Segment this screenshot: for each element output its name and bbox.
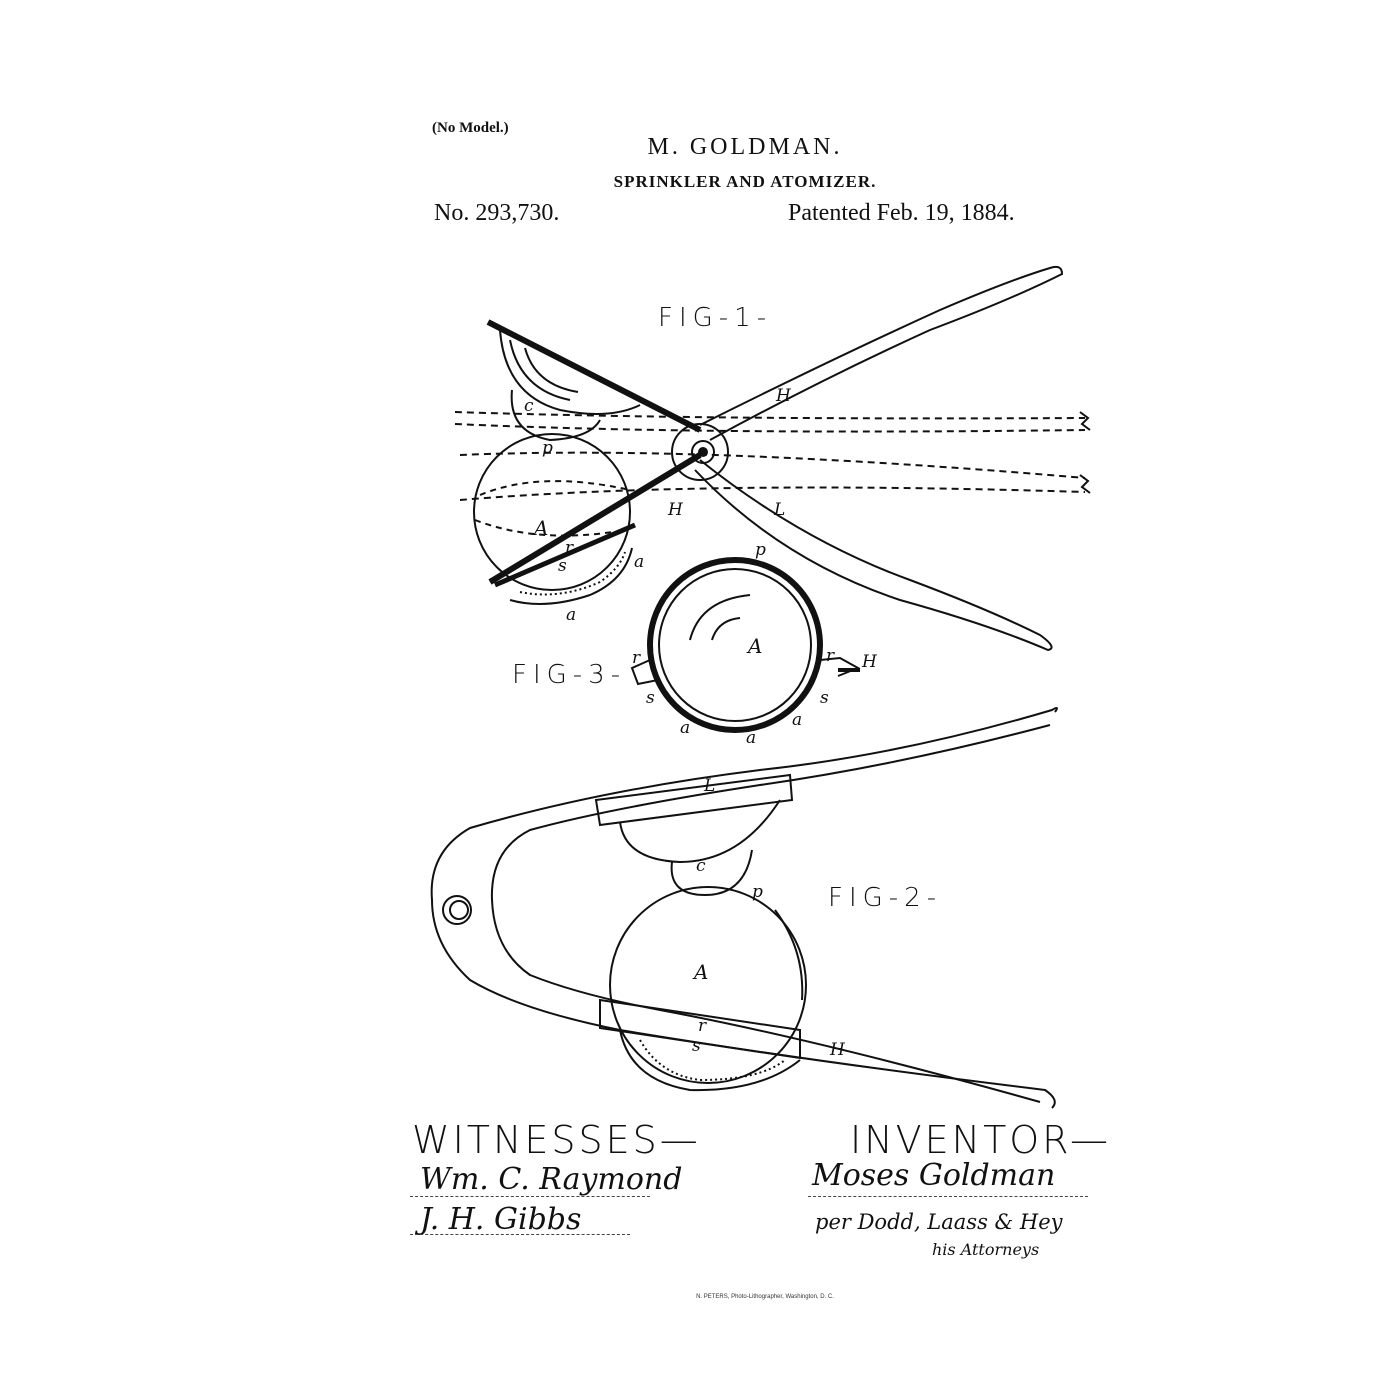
ref-s-fig2: s bbox=[692, 1036, 701, 1056]
ref-A-fig2: A bbox=[694, 960, 709, 984]
fig1-label: FIG-1- bbox=[658, 303, 773, 333]
fig3-label: FIG-3- bbox=[512, 660, 627, 690]
ref-c: c bbox=[524, 396, 534, 416]
ref-r: r bbox=[565, 538, 574, 558]
witness-signature-2: J. H. Gibbs bbox=[420, 1202, 582, 1237]
lithographer-credit: N. PETERS, Photo-Lithographer, Washington, D. C. bbox=[696, 1294, 834, 1300]
witness-signature-1: Wm. C. Raymond bbox=[420, 1162, 683, 1197]
patent-number: No. 293,730. bbox=[434, 200, 560, 226]
witnesses-heading: WITNESSES— bbox=[412, 1118, 701, 1162]
ref-a: a bbox=[634, 552, 645, 572]
ref-r-fig2: r bbox=[698, 1016, 707, 1036]
ref-a-2: a bbox=[566, 605, 577, 625]
patent-title: SPRINKLER AND ATOMIZER. bbox=[613, 172, 877, 191]
no-model-note: (No Model.) bbox=[432, 120, 509, 136]
ref-A: A bbox=[534, 516, 549, 540]
ref-H-fig2: H bbox=[830, 1040, 845, 1060]
attorneys-signature: per Dodd, Laass & Hey bbox=[815, 1210, 1063, 1234]
inventor-signature: Moses Goldman bbox=[812, 1158, 1056, 1193]
ref-c-fig2: c bbox=[696, 856, 706, 876]
fig2-label: FIG-2- bbox=[828, 883, 943, 913]
ref-a-fig3-2: a bbox=[746, 728, 757, 748]
ref-A-fig3: A bbox=[748, 634, 763, 658]
patent-date: Patented Feb. 19, 1884. bbox=[788, 200, 1015, 226]
attorneys-title: his Attorneys bbox=[932, 1240, 1040, 1259]
inventor-name-heading: M. GOLDMAN. bbox=[647, 134, 843, 160]
inventor-heading: INVENTOR— bbox=[850, 1118, 1112, 1162]
ref-L: L bbox=[774, 500, 786, 520]
ref-r-fig3: r bbox=[632, 648, 641, 668]
ref-s-fig3: s bbox=[646, 688, 655, 708]
ref-a-fig3-3: a bbox=[792, 710, 803, 730]
ref-p: p bbox=[542, 438, 553, 458]
fig2-drawing bbox=[432, 708, 1057, 1108]
ref-r-fig3-2: r bbox=[826, 646, 835, 666]
ref-L-fig2: L bbox=[704, 776, 716, 796]
ref-s: s bbox=[558, 556, 567, 576]
ref-H: H bbox=[776, 386, 791, 406]
ref-p-fig3: p bbox=[755, 540, 766, 560]
ref-H-2: H bbox=[668, 500, 683, 520]
ref-a-fig3: a bbox=[680, 718, 691, 738]
ref-p-fig2: p bbox=[752, 882, 763, 902]
ref-s-fig3-2: s bbox=[820, 688, 829, 708]
fig1-drawing bbox=[455, 267, 1090, 650]
ref-H-fig3: H bbox=[862, 652, 877, 672]
